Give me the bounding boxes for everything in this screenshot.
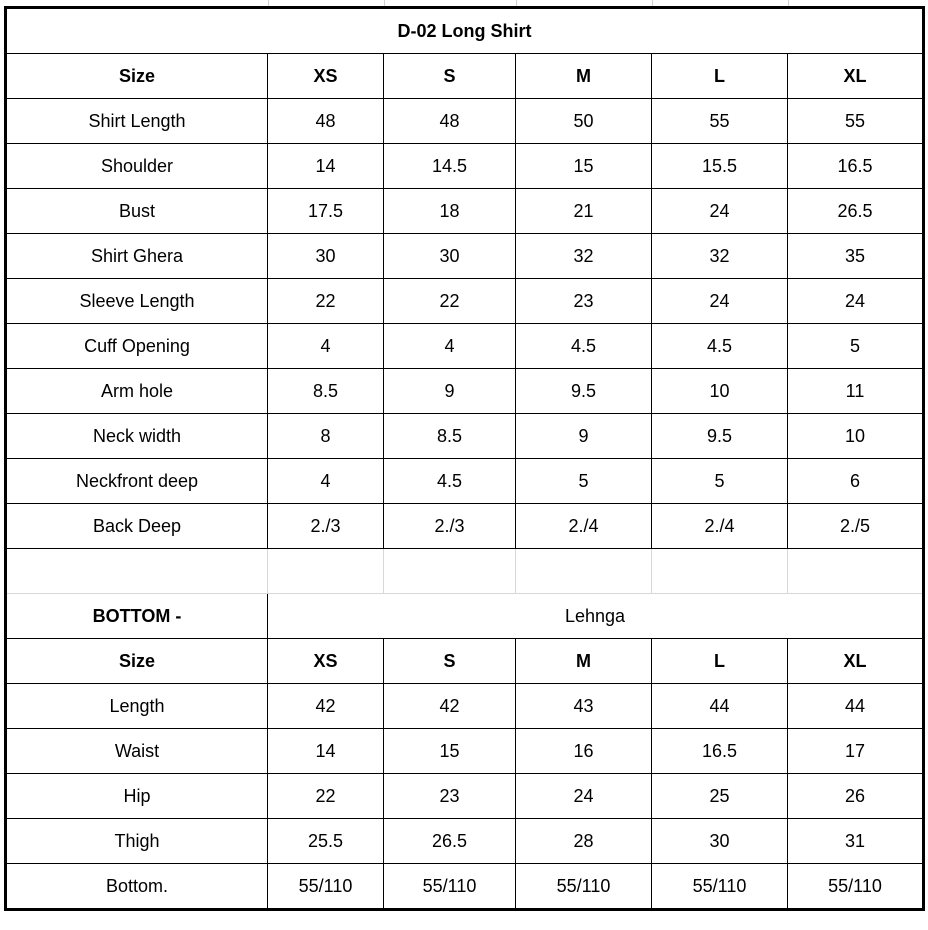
cell-value: 42: [268, 684, 384, 729]
cell-value: 32: [516, 234, 652, 279]
row-label: Thigh: [6, 819, 268, 864]
table-row: [6, 279, 924, 324]
cell-value: 55/110: [268, 864, 384, 910]
cell-value: 4.5: [652, 324, 788, 369]
table-row: [6, 459, 924, 504]
cell-value: 22: [384, 279, 516, 324]
cell-value: 23: [516, 279, 652, 324]
cell-value: 2./3: [384, 504, 516, 549]
row-label: Hip: [6, 774, 268, 819]
cell-value: 2./3: [268, 504, 384, 549]
cell-value: 10: [788, 414, 924, 459]
cell-value: 26: [788, 774, 924, 819]
header-s: S: [384, 639, 516, 684]
cell-value: 44: [788, 684, 924, 729]
cell-value: 30: [652, 819, 788, 864]
header-s: S: [384, 54, 516, 99]
table-row: [6, 369, 924, 414]
bottom-section-label: BOTTOM -: [6, 594, 268, 639]
cell-value: 15.5: [652, 144, 788, 189]
header-xs: XS: [268, 639, 384, 684]
cell-value: 4.5: [516, 324, 652, 369]
row-label: Waist: [6, 729, 268, 774]
cell-value: 9: [516, 414, 652, 459]
table-row: [6, 774, 924, 819]
cell-value: 26.5: [384, 819, 516, 864]
cell-value: 5: [788, 324, 924, 369]
cell-value: 55/110: [652, 864, 788, 910]
cell-value: 9.5: [652, 414, 788, 459]
empty-cell: [652, 549, 788, 594]
cell-value: 11: [788, 369, 924, 414]
table-row: [6, 504, 924, 549]
chart-title: D-02 Long Shirt: [6, 8, 924, 54]
cell-value: 16.5: [788, 144, 924, 189]
table-row: [6, 729, 924, 774]
header-l: L: [652, 54, 788, 99]
table-row: [6, 189, 924, 234]
cell-value: 2./5: [788, 504, 924, 549]
row-label: Neck width: [6, 414, 268, 459]
cell-value: 8: [268, 414, 384, 459]
empty-cell: [788, 549, 924, 594]
cell-value: 28: [516, 819, 652, 864]
header-size: Size: [6, 639, 268, 684]
row-label: Back Deep: [6, 504, 268, 549]
row-label: Arm hole: [6, 369, 268, 414]
cell-value: 4: [268, 324, 384, 369]
cell-value: 4: [268, 459, 384, 504]
table-row: [6, 414, 924, 459]
table-row: [6, 144, 924, 189]
cell-value: 25.5: [268, 819, 384, 864]
cell-value: 4.5: [384, 459, 516, 504]
table-row: [6, 324, 924, 369]
size-chart-table: [4, 6, 925, 911]
cell-value: 30: [384, 234, 516, 279]
empty-cell: [384, 549, 516, 594]
cell-value: 14: [268, 144, 384, 189]
cell-value: 8.5: [268, 369, 384, 414]
top-header-row: [6, 54, 924, 99]
row-label: Cuff Opening: [6, 324, 268, 369]
cell-value: 26.5: [788, 189, 924, 234]
header-xs: XS: [268, 54, 384, 99]
cell-value: 4: [384, 324, 516, 369]
cell-value: 15: [384, 729, 516, 774]
cell-value: 55: [788, 99, 924, 144]
cell-value: 14: [268, 729, 384, 774]
cell-value: 23: [384, 774, 516, 819]
header-l: L: [652, 639, 788, 684]
row-label: Shirt Length: [6, 99, 268, 144]
cell-value: 55/110: [516, 864, 652, 910]
row-label: Shoulder: [6, 144, 268, 189]
cell-value: 21: [516, 189, 652, 234]
cell-value: 50: [516, 99, 652, 144]
table-row: [6, 864, 924, 910]
cell-value: 24: [516, 774, 652, 819]
cell-value: 30: [268, 234, 384, 279]
cell-value: 32: [652, 234, 788, 279]
title-row: [6, 8, 924, 54]
empty-cell: [516, 549, 652, 594]
cell-value: 55: [652, 99, 788, 144]
cell-value: 55/110: [788, 864, 924, 910]
row-label: Neckfront deep: [6, 459, 268, 504]
cell-value: 5: [516, 459, 652, 504]
row-label: Sleeve Length: [6, 279, 268, 324]
size-chart: [4, 6, 922, 926]
row-label: Bottom.: [6, 864, 268, 910]
row-label: Bust: [6, 189, 268, 234]
cell-value: 24: [652, 279, 788, 324]
cell-value: 2./4: [652, 504, 788, 549]
table-row: [6, 99, 924, 144]
cell-value: 16: [516, 729, 652, 774]
table-row: [6, 684, 924, 729]
table-row: [6, 234, 924, 279]
bottom-header-row: [6, 639, 924, 684]
row-label: Length: [6, 684, 268, 729]
cell-value: 9.5: [516, 369, 652, 414]
cell-value: 31: [788, 819, 924, 864]
cell-value: 2./4: [516, 504, 652, 549]
cell-value: 35: [788, 234, 924, 279]
spacer-row: [6, 549, 924, 594]
cell-value: 25: [652, 774, 788, 819]
cell-value: 24: [788, 279, 924, 324]
empty-cell: [268, 549, 384, 594]
header-xl: XL: [788, 639, 924, 684]
bottom-type: Lehnga: [268, 594, 924, 639]
cell-value: 22: [268, 279, 384, 324]
cell-value: 44: [652, 684, 788, 729]
table-row: [6, 819, 924, 864]
cell-value: 10: [652, 369, 788, 414]
cell-value: 16.5: [652, 729, 788, 774]
cell-value: 22: [268, 774, 384, 819]
cell-value: 42: [384, 684, 516, 729]
empty-cell: [6, 549, 268, 594]
cell-value: 55/110: [384, 864, 516, 910]
cell-value: 5: [652, 459, 788, 504]
cell-value: 17: [788, 729, 924, 774]
cell-value: 43: [516, 684, 652, 729]
cell-value: 6: [788, 459, 924, 504]
cell-value: 48: [268, 99, 384, 144]
cell-value: 48: [384, 99, 516, 144]
row-label: Shirt Ghera: [6, 234, 268, 279]
cell-value: 8.5: [384, 414, 516, 459]
cell-value: 9: [384, 369, 516, 414]
header-m: M: [516, 54, 652, 99]
cell-value: 17.5: [268, 189, 384, 234]
cell-value: 15: [516, 144, 652, 189]
bottom-section-row: [6, 594, 924, 639]
header-m: M: [516, 639, 652, 684]
cell-value: 18: [384, 189, 516, 234]
cell-value: 24: [652, 189, 788, 234]
header-xl: XL: [788, 54, 924, 99]
header-size: Size: [6, 54, 268, 99]
cell-value: 14.5: [384, 144, 516, 189]
